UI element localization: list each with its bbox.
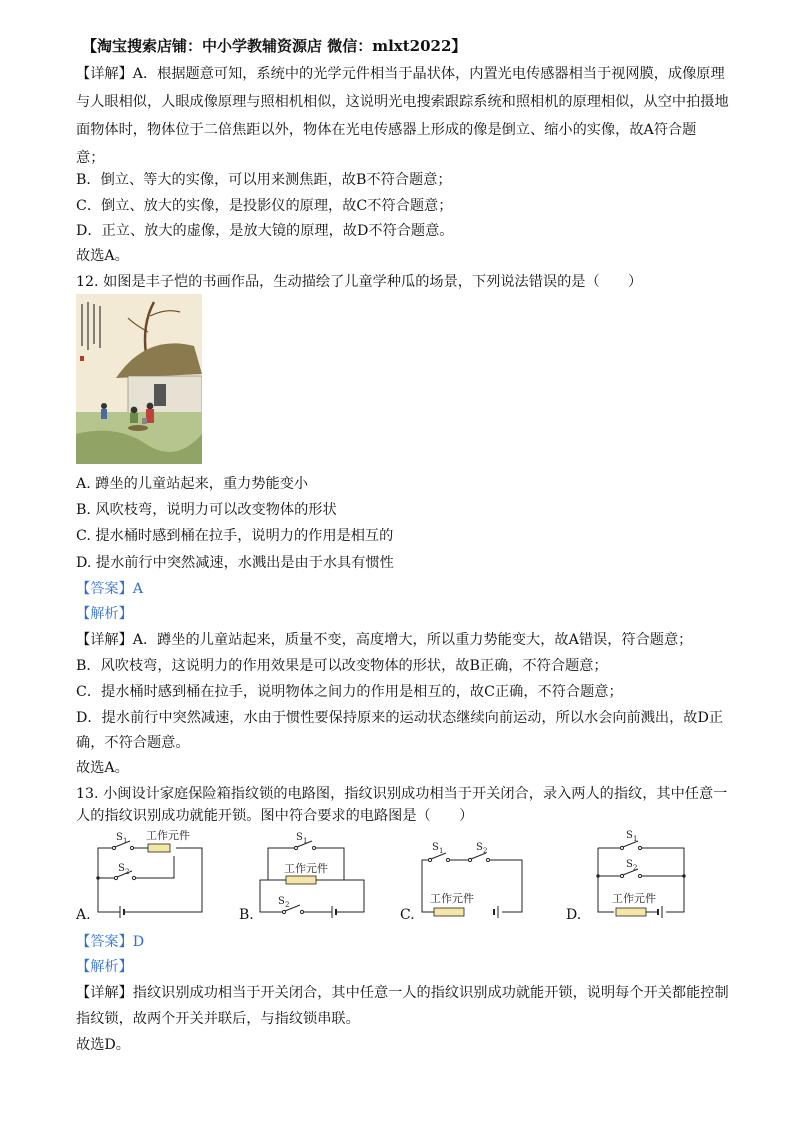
q11-analysis-line: C．倒立、放大的实像，是投影仪的原理，故C不符合题意；	[76, 198, 453, 214]
q12-option-c: C. 提水桶时感到桶在拉手，说明力的作用是相互的	[76, 528, 394, 544]
q11-analysis-line: B．倒立、等大的实像，可以用来测焦距，故B不符合题意；	[76, 172, 452, 188]
q12-analysis-line: 确，不符合题意。	[76, 735, 190, 751]
q12-analysis-line: 故选A。	[76, 760, 129, 776]
circuit-d-component: 工作元件	[612, 892, 656, 905]
circuit-a-s1-sub: 1	[123, 837, 128, 845]
circuit-a-diagram	[90, 826, 210, 922]
circuit-c-diagram	[414, 826, 534, 922]
circuit-d-label: D.	[566, 907, 582, 923]
q12-answer: 【答案】A	[76, 581, 143, 597]
q12-question: 12. 如图是丰子恺的书画作品，生动描绘了儿童学种瓜的场景，下列说法错误的是（ ）	[76, 274, 643, 290]
q12-analysis-line: B．风吹枝弯，这说明力的作用效果是可以改变物体的形状，故B正确，不符合题意；	[76, 658, 608, 674]
q11-analysis-line: 意；	[76, 150, 105, 166]
circuit-a-component: 工作元件	[146, 829, 190, 842]
children-planting-melons-painting-icon	[76, 294, 202, 464]
circuit-d-s2: S	[626, 859, 633, 870]
circuit-c-s2-sub: 2	[483, 847, 488, 855]
q12-analysis-line: D．提水前行中突然减速，水由于惯性要保持原来的运动状态继续向前运动，所以水会向前溅出，故D正	[76, 710, 724, 726]
circuit-b-s1-sub: 1	[303, 837, 308, 845]
q12-option-b: B. 风吹枝弯，说明力可以改变物体的形状	[76, 502, 337, 518]
circuit-c-s1: S	[432, 842, 439, 853]
q12-analysis-line: C．提水桶时感到桶在拉手，说明物体之间力的作用是相互的，故C正确，不符合题意；	[76, 684, 623, 700]
circuit-c-s2: S	[476, 842, 483, 853]
circuit-d-s2-sub: 2	[633, 864, 638, 872]
q11-analysis-line: D．正立、放大的虚像，是放大镜的原理，故D不符合题意。	[76, 223, 454, 239]
q13-question-line: 13. 小闽设计家庭保险箱指纹锁的电路图，指纹识别成功相当于开关闭合，录入两人的指纹，其中任意一	[76, 786, 728, 802]
circuit-a-s1: S	[116, 832, 123, 843]
q12-option-a: A. 蹲坐的儿童站起来，重力势能变小	[76, 476, 309, 492]
circuit-b-s2-sub: 2	[285, 901, 290, 909]
q11-analysis-line: 故选A。	[76, 248, 129, 264]
circuit-b-s1: S	[296, 832, 303, 843]
circuit-b-diagram	[252, 826, 372, 922]
q13-analysis-line: 指纹锁，故两个开关并联后，与指纹锁串联。	[76, 1011, 360, 1027]
q13-analysis-line: 【详解】指纹识别成功相当于开关闭合，其中任意一人的指纹识别成功就能开锁，说明每个开关都能控制	[76, 985, 729, 1001]
circuit-c-component: 工作元件	[430, 892, 474, 905]
circuit-d-s1-sub: 1	[633, 835, 638, 843]
q13-analysis-line: 故选D。	[76, 1037, 130, 1053]
q12-analysis-label: 【解析】	[76, 606, 133, 622]
q12-analysis-line: 【详解】A．蹲坐的儿童站起来，质量不变，高度增大，所以重力势能变大，故A错误，符合题意；	[76, 632, 693, 648]
q12-option-d: D. 提水前行中突然减速，水溅出是由于水具有惯性	[76, 555, 394, 571]
q13-answer: 【答案】D	[76, 934, 145, 950]
circuit-b-component: 工作元件	[284, 862, 328, 875]
q11-analysis-line: 【详解】A．根据题意可知，系统中的光学元件相当于晶状体，内置光电传感器相当于视网膜，成像原理	[76, 66, 725, 82]
circuit-a-label: A.	[76, 907, 91, 923]
circuit-a-s2-sub: 2	[125, 868, 130, 876]
circuit-b-label: B.	[239, 907, 254, 923]
q13-question-line: 人的指纹识别成功就能开锁。图中符合要求的电路图是（ ）	[76, 808, 474, 824]
circuit-d-s1: S	[626, 830, 633, 841]
page-header: 【淘宝搜索店铺：中小学教辅资源店 微信：mlxt2022】	[82, 37, 467, 55]
circuit-b-s2: S	[278, 896, 285, 907]
circuit-d-diagram	[584, 826, 704, 922]
q11-analysis-line: 面物体时，物体位于二倍焦距以外，物体在光电传感器上形成的像是倒立、缩小的实像，故A符合题	[76, 122, 697, 138]
circuit-a-s2: S	[118, 863, 125, 874]
circuit-c-s1-sub: 1	[439, 847, 444, 855]
q11-analysis-line: 与人眼相似，人眼成像原理与照相机相似，这说明光电搜索跟踪系统和照相机的原理相似，从空中拍摄地	[76, 94, 729, 110]
q13-analysis-label: 【解析】	[76, 959, 133, 975]
circuit-c-label: C.	[400, 907, 415, 923]
